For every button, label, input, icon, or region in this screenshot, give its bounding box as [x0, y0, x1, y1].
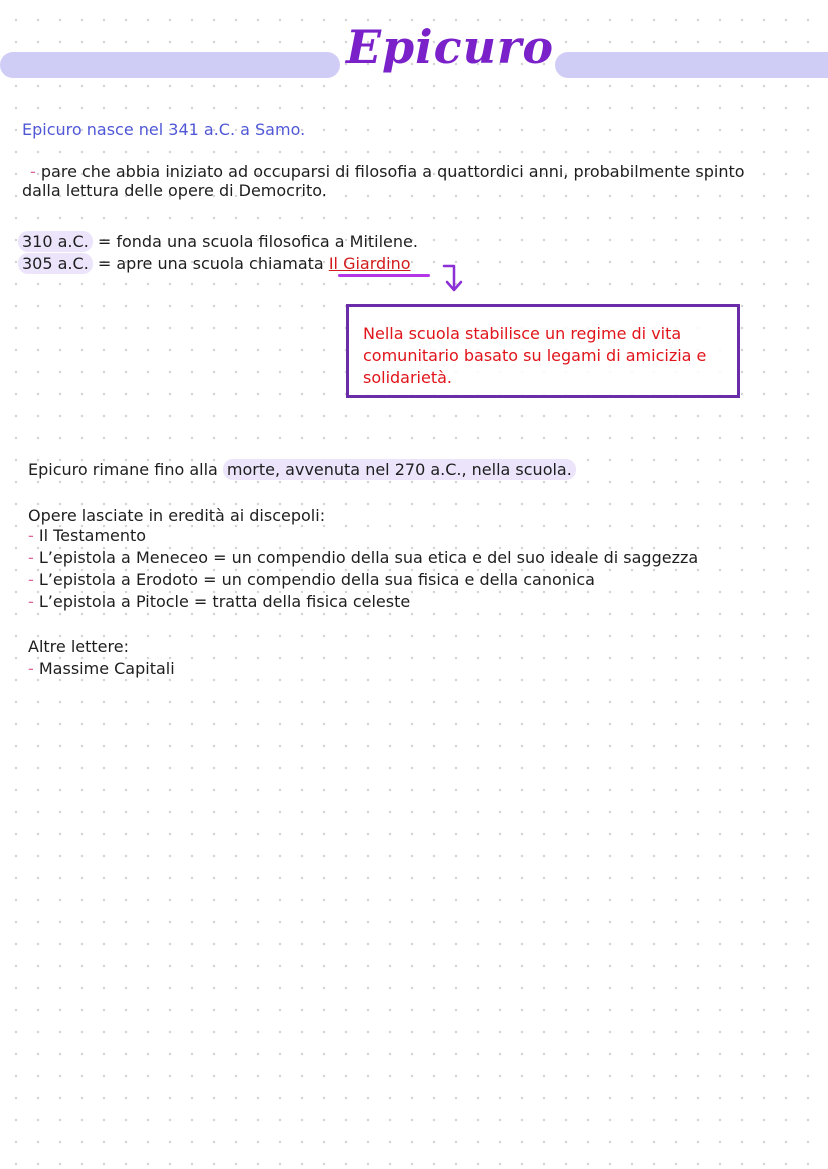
list-item — [28, 569, 595, 591]
intro-line: Epicuro nasce nel 341 a.C. a Samo. — [22, 120, 306, 139]
bullet-dash: - — [28, 570, 34, 589]
timeline-text: = fonda una scuola filosofica a Mitilene. — [97, 232, 418, 251]
purple-underline — [338, 274, 430, 277]
list-item-text: L’epistola a Pitocle = tratta della fisica celeste — [38, 592, 411, 611]
letters-heading: Altre lettere: — [28, 637, 129, 656]
callout-text: Nella scuola stabilisce un regime di vita comunitario basato su legami di amicizia e solidarietà. — [363, 324, 707, 387]
death-prefix: Epicuro rimane fino alla — [28, 460, 218, 479]
list-item — [28, 658, 175, 680]
bullet-dash: - — [30, 162, 36, 181]
header-bar-right — [555, 52, 828, 78]
list-item — [28, 525, 146, 547]
list-item-text: Massime Capitali — [38, 659, 175, 678]
list-item — [28, 547, 698, 569]
callout-box — [346, 304, 740, 398]
list-item — [28, 591, 410, 613]
bullet-dash: - — [28, 548, 34, 567]
bullet-dash: - — [28, 592, 34, 611]
timeline-year: 310 a.C. — [18, 231, 93, 252]
list-item-text: L’epistola a Erodoto = un compendio della sua fisica e della canonica — [38, 570, 595, 589]
il-giardino-label: Il Giardino — [328, 254, 411, 273]
bio-text-1: pare che abbia iniziato ad occuparsi di filosofia a quattordici anni, probabilmente spinto — [40, 162, 745, 181]
timeline-row — [18, 231, 418, 253]
page-title: Epicuro — [345, 20, 555, 74]
list-item-text: L’epistola a Meneceo = un compendio della sua etica e del suo ideale di saggezza — [38, 548, 699, 567]
curved-down-arrow-icon — [440, 260, 470, 296]
bullet-dash: - — [28, 526, 34, 545]
death-line — [28, 459, 576, 481]
bio-line-2: dalla lettura delle opere di Democrito. — [22, 181, 327, 200]
header-bar-left — [0, 52, 340, 78]
list-item-text: Il Testamento — [38, 526, 147, 545]
timeline-year: 305 a.C. — [18, 253, 93, 274]
death-highlight: morte, avvenuta nel 270 a.C., nella scuola. — [223, 459, 576, 480]
works-heading: Opere lasciate in eredità ai discepoli: — [28, 506, 326, 525]
bullet-dash: - — [28, 659, 34, 678]
timeline-row — [18, 253, 411, 275]
timeline-text: = apre una scuola chiamata — [97, 254, 324, 273]
